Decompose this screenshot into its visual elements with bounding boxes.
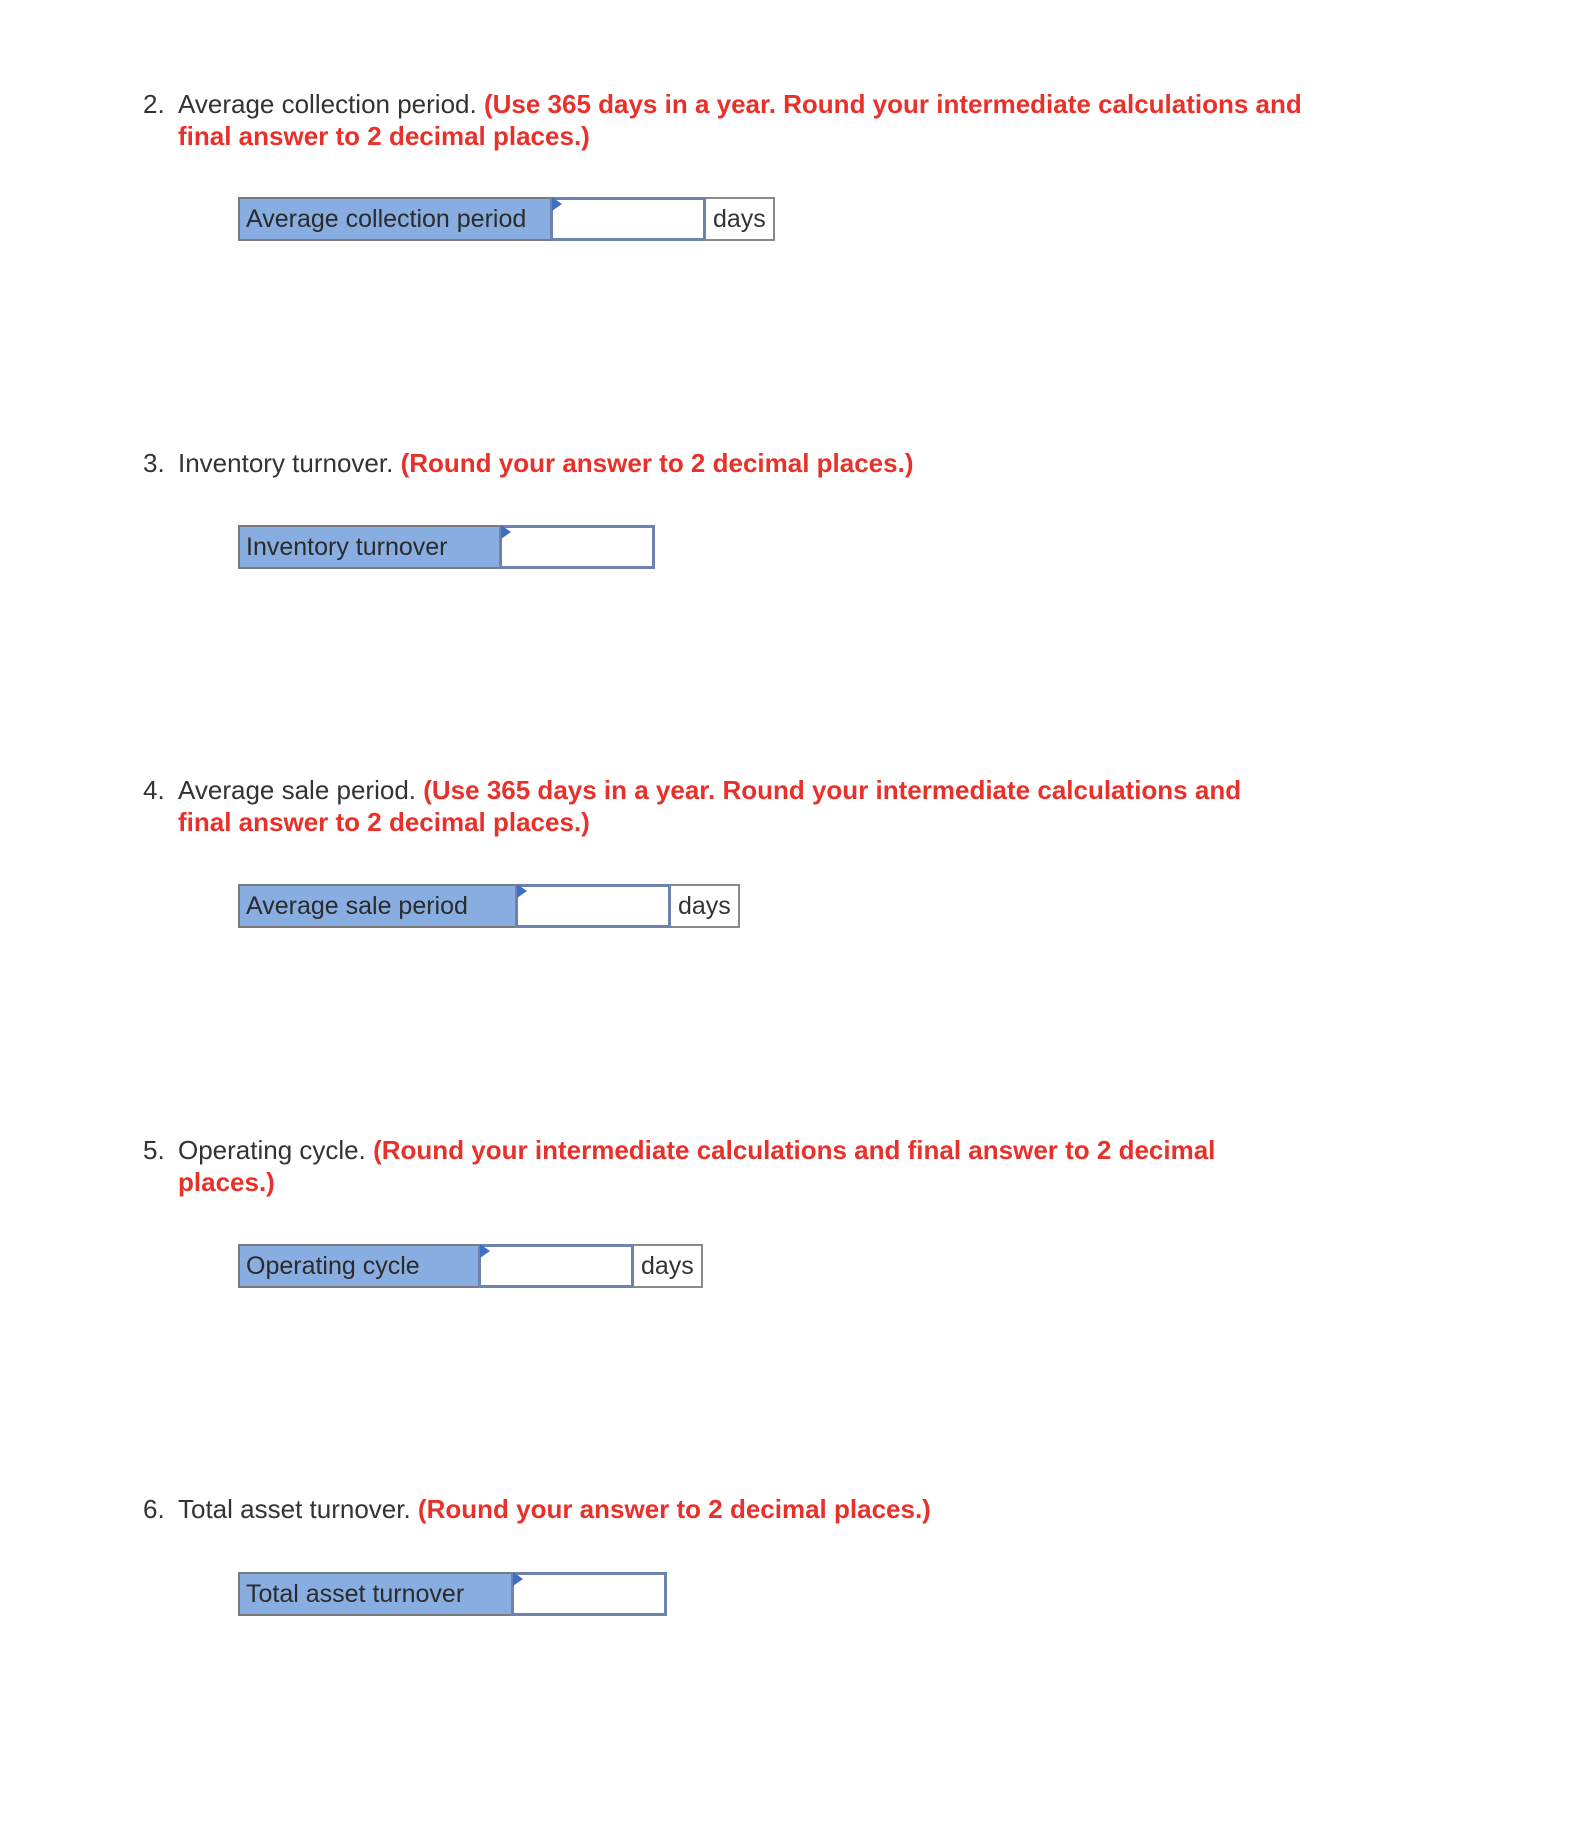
question-title: Total asset turnover. — [178, 1494, 411, 1524]
input-flag-icon — [480, 1244, 490, 1258]
input-flag-icon — [513, 1572, 523, 1586]
answer-label: Total asset turnover — [238, 1572, 511, 1616]
answer-input-box — [511, 1572, 667, 1616]
question-number: 6. — [143, 1494, 165, 1524]
question-instruction: (Round your intermediate calculations and final answer to 2 decimal places.) — [178, 1135, 1216, 1197]
question-number: 5. — [143, 1135, 165, 1165]
question-instruction: (Round your answer to 2 decimal places.) — [400, 448, 914, 478]
average-sale-period-input[interactable] — [518, 887, 668, 925]
question-instruction: (Use 365 days in a year. Round your intermediate calculations and final answer to 2 decimal places.) — [178, 89, 1302, 151]
answer-row — [238, 1244, 703, 1288]
answer-label: Operating cycle — [238, 1244, 478, 1288]
answer-label: Inventory turnover — [238, 525, 499, 569]
input-flag-icon — [552, 197, 562, 211]
unit-label: days — [671, 884, 740, 928]
total-asset-turnover-input[interactable] — [514, 1575, 664, 1613]
answer-input-box — [550, 197, 706, 241]
unit-label: days — [706, 197, 775, 241]
answer-row — [238, 884, 740, 928]
question-text — [143, 447, 1318, 479]
answer-row — [238, 525, 655, 569]
average-collection-period-input[interactable] — [553, 200, 703, 238]
question-number: 2. — [143, 89, 165, 119]
answer-label: Average collection period — [238, 197, 550, 241]
question-instruction: (Use 365 days in a year. Round your intermediate calculations and final answer to 2 decimal places.) — [178, 775, 1242, 837]
question-title: Operating cycle. — [178, 1135, 366, 1165]
answer-row — [238, 1572, 667, 1616]
unit-label: days — [634, 1244, 703, 1288]
question-text — [143, 1493, 1318, 1525]
answer-input-box — [499, 525, 655, 569]
question-text — [143, 774, 1288, 838]
question-title: Average collection period. — [178, 89, 477, 119]
input-flag-icon — [501, 525, 511, 539]
answer-input-box — [515, 884, 671, 928]
answer-row — [238, 197, 775, 241]
question-text — [143, 1134, 1258, 1198]
input-flag-icon — [517, 884, 527, 898]
question-text — [143, 88, 1308, 152]
operating-cycle-input[interactable] — [481, 1247, 631, 1285]
answer-input-box — [478, 1244, 634, 1288]
answer-label: Average sale period — [238, 884, 515, 928]
inventory-turnover-input[interactable] — [502, 528, 652, 566]
question-instruction: (Round your answer to 2 decimal places.) — [417, 1494, 931, 1524]
question-number: 3. — [143, 448, 165, 478]
question-title: Average sale period. — [178, 775, 417, 805]
question-number: 4. — [143, 775, 165, 805]
question-title: Inventory turnover. — [178, 448, 394, 478]
